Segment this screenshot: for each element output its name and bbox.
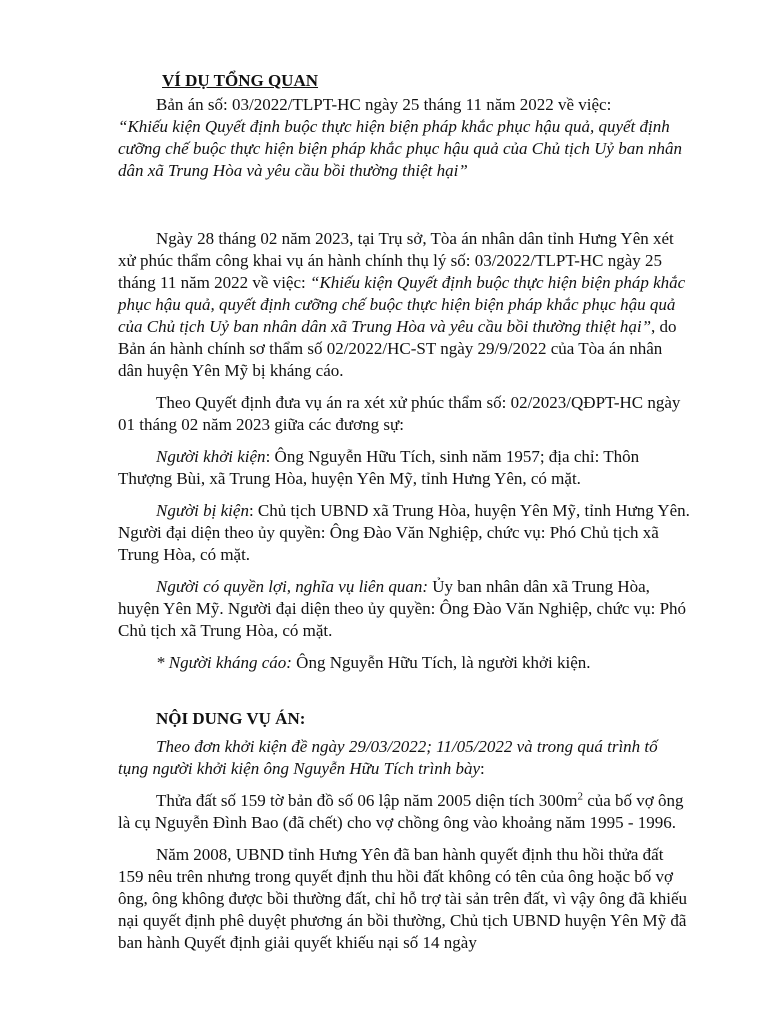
document-heading: VÍ DỤ TỔNG QUAN (162, 71, 319, 90)
defendant-paragraph (118, 500, 690, 566)
complaint-intro-colon: : (480, 759, 485, 778)
hearing-case-subject: “Khiếu kiện Quyết định buộc thực hiện biện pháp khắc phục hậu quả, quyết định cưỡng chế buộc thực hiện biện pháp khắc phục hậu quả của Chủ tịch Uỷ ban nhân dân xã Trung Hòa và yêu cầu bồi thường thiệt hại” (118, 273, 686, 336)
defendant-text: : Chủ tịch UBND xã Trung Hòa, huyện Yên Mỹ, tỉnh Hưng Yên. Người đại diện theo ủy quyền: Ông Đào Văn Nghiệp, chức vụ: Phó Chủ tịch xã Trung Hòa, có mặt. (118, 501, 690, 564)
appellant-label: * Người kháng cáo: (156, 653, 292, 672)
hearing-text-end: , do Bản án hành chính sơ thẩm số 02/2022/HC-ST ngày 29/9/2022 của Tòa án nhân dân huyện Yên Mỹ bị kháng cáo. (118, 317, 677, 380)
decision-paragraph: Theo Quyết định đưa vụ án ra xét xử phúc thẩm số: 02/2023/QĐPT-HC ngày 01 tháng 02 năm 2023 giữa các đương sự: (118, 393, 681, 434)
plaintiff-text: : Ông Nguyễn Hữu Tích, sinh năm 1957; địa chỉ: Thôn Thượng Bùi, xã Trung Hòa, huyện Yên Mỹ, tỉnh Hưng Yên, có mặt. (118, 447, 640, 488)
land-plot-paragraph (118, 790, 690, 834)
complaint-intro-text: Theo đơn khởi kiện đề ngày 29/03/2022; 11/05/2022 và trong quá trình tố tụng người khởi kiện ông Nguyễn Hữu Tích trình bày (118, 737, 658, 778)
plaintiff-paragraph (118, 446, 690, 490)
appellant-paragraph (118, 652, 690, 674)
appellant-text: Ông Nguyễn Hữu Tích, là người khởi kiện. (291, 653, 591, 672)
hearing-text-start: Ngày 28 tháng 02 năm 2023, tại Trụ sở, Tòa án nhân dân tỉnh Hưng Yên xét xử phúc thẩm công khai vụ án hành chính thụ lý số: 03/2022/TLPT-HC ngày 25 tháng 11 năm 2022 về việc: (118, 229, 674, 292)
defendant-label: Người bị kiện (156, 501, 249, 520)
complaint-intro-paragraph (118, 736, 690, 780)
land-plot-text-start: Thửa đất số 159 tờ bản đồ số 06 lập năm 2005 diện tích 300m (156, 791, 578, 810)
intro-case-subject: “Khiếu kiện Quyết định buộc thực hiện biện pháp khắc phục hậu quả, quyết định cưỡng chế buộc thực hiện biện pháp khắc phục hậu quả của Chủ tịch Uỷ ban nhân dân xã Trung Hòa và yêu cầu bồi thường thiệt hại” (118, 117, 682, 180)
land-plot-text-end: của bố vợ ông là cụ Nguyễn Đình Bao (đã chết) cho vợ chồng ông vào khoảng năm 1995 - 1996. (118, 791, 684, 832)
hearing-paragraph (118, 228, 690, 382)
plaintiff-label: Người khởi kiện (156, 447, 266, 466)
related-party-paragraph (118, 576, 690, 642)
intro-case-number: Bản án số: 03/2022/TLPT-HC ngày 25 tháng 11 năm 2022 về việc: (156, 95, 612, 114)
case-content-heading: NỘI DUNG VỤ ÁN: (156, 709, 306, 728)
intro-paragraph (118, 94, 690, 182)
document-body (118, 70, 690, 954)
land-recovery-paragraph: Năm 2008, UBND tỉnh Hưng Yên đã ban hành quyết định thu hồi thửa đất 159 nêu trên nhưng trong quyết định thu hồi đất không có tên của ông hoặc bố vợ ông, ông không được bồi thường đất, chỉ hỗ trợ tài sản trên đất, vì vậy ông đã khiếu nại quyết định phê duyệt phương án bồi thường, Chủ tịch UBND huyện Yên Mỹ đã ban hành Quyết định giải quyết khiếu nại số 14 ngày (118, 845, 687, 952)
related-party-text: Ủy ban nhân dân xã Trung Hòa, huyện Yên Mỹ. Người đại diện theo ủy quyền: Ông Đào Văn Nghiệp, chức vụ: Phó Chủ tịch xã Trung Hòa, có mặt. (118, 577, 687, 640)
related-party-label: Người có quyền lợi, nghĩa vụ liên quan: (156, 577, 428, 596)
area-unit-superscript: 2 (577, 790, 583, 803)
